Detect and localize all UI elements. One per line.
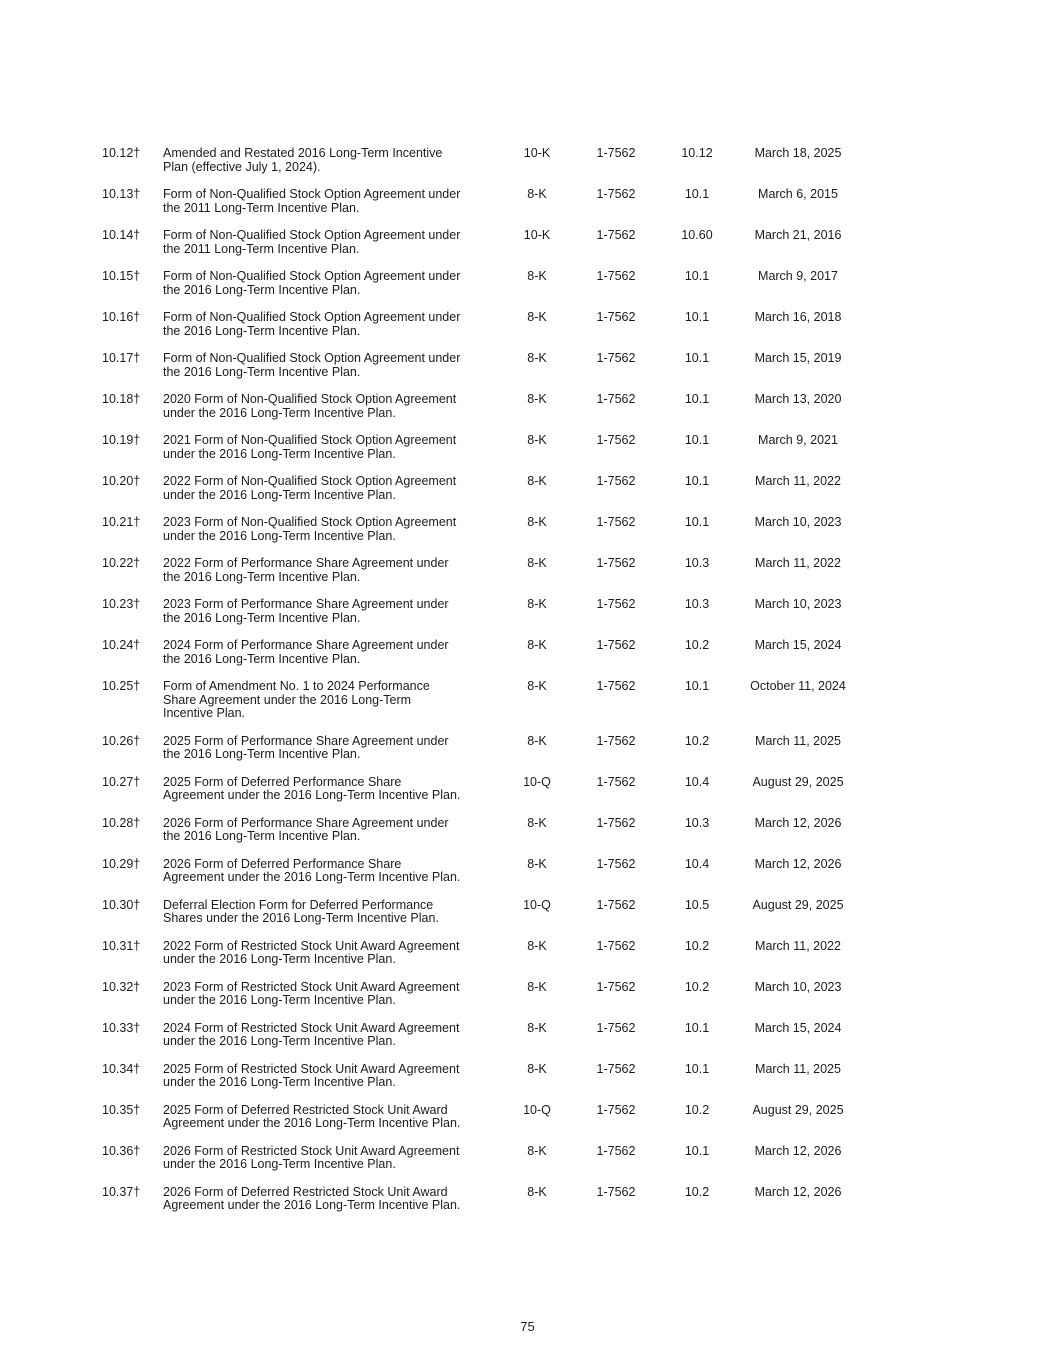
filing-date-cell: March 6, 2015 — [758, 187, 838, 201]
table-row — [102, 229, 863, 256]
exhibit-number-cell: 10.30† — [102, 897, 141, 912]
table-row — [102, 557, 863, 584]
incorporated-exhibit-cell: 10.5 — [684, 897, 710, 912]
incorporated-exhibit-cell: 10.1 — [684, 310, 710, 324]
exhibit-description-cell: Form of Non-Qualified Stock Option Agreement under the 2011 Long-Term Incentive Plan. — [163, 228, 461, 256]
table-row — [102, 598, 863, 625]
table-row — [102, 680, 863, 721]
exhibit-description-cell: Form of Amendment No. 1 to 2024 Performance Share Agreement under the 2016 Long-Term Incentive Plan. — [163, 679, 430, 720]
exhibit-description-cell: 2026 Form of Deferred Performance Share Agreement under the 2016 Long-Term Incentive Plan. — [163, 856, 461, 884]
exhibit-number-cell: 10.22† — [102, 556, 141, 570]
filing-date-cell: March 12, 2026 — [754, 856, 842, 871]
incorporated-exhibit-cell: 10.1 — [684, 474, 710, 488]
form-type-cell: 8-K — [527, 269, 547, 283]
incorporated-exhibit-cell: 10.1 — [684, 1143, 710, 1158]
table-row — [102, 899, 863, 926]
incorporated-exhibit-cell: 10.12 — [681, 146, 713, 160]
table-row — [102, 475, 863, 502]
exhibit-description-cell: 2024 Form of Restricted Stock Unit Award Agreement under the 2016 Long-Term Incentive Plan. — [163, 1020, 460, 1048]
file-number-cell: 1-7562 — [596, 433, 636, 447]
exhibit-description-cell: 2026 Form of Deferred Restricted Stock Unit Award Agreement under the 2016 Long-Term Incentive Plan. — [163, 1184, 461, 1212]
filing-date-cell: March 11, 2025 — [755, 1061, 841, 1076]
filing-date-cell: March 9, 2021 — [758, 433, 838, 447]
file-number-cell: 1-7562 — [596, 310, 636, 324]
file-number-cell: 1-7562 — [596, 556, 636, 570]
exhibit-description-cell: Deferral Election Form for Deferred Performance Shares under the 2016 Long-Term Incentive Plan. — [163, 897, 439, 925]
exhibit-number-cell: 10.23† — [102, 597, 141, 611]
exhibit-number-cell: 10.17† — [102, 351, 141, 365]
table-row — [102, 393, 863, 420]
exhibit-description-cell: 2024 Form of Performance Share Agreement under the 2016 Long-Term Incentive Plan. — [163, 638, 449, 666]
form-type-cell: 8-K — [527, 433, 547, 447]
form-type-cell: 8-K — [527, 1020, 547, 1035]
exhibit-description-cell: Amended and Restated 2016 Long-Term Incentive Plan (effective July 1, 2024). — [163, 146, 443, 174]
exhibit-description-cell: 2025 Form of Restricted Stock Unit Award Agreement under the 2016 Long-Term Incentive Plan. — [163, 1061, 460, 1089]
exhibit-number-cell: 10.15† — [102, 269, 141, 283]
form-type-cell: 8-K — [527, 310, 547, 324]
form-type-cell: 8-K — [527, 979, 547, 994]
filing-date-cell: March 12, 2026 — [754, 815, 842, 830]
filing-date-cell: October 11, 2024 — [750, 679, 846, 693]
exhibit-number-cell: 10.12† — [102, 146, 141, 160]
file-number-cell: 1-7562 — [596, 679, 636, 693]
exhibit-number-cell: 10.25† — [102, 679, 141, 693]
exhibit-number-cell: 10.13† — [102, 187, 141, 201]
filing-date-cell: March 13, 2020 — [754, 392, 842, 406]
exhibit-number-cell: 10.37† — [102, 1184, 141, 1199]
incorporated-exhibit-cell: 10.1 — [684, 187, 710, 201]
incorporated-exhibit-cell: 10.2 — [684, 938, 710, 953]
exhibit-description-cell: Form of Non-Qualified Stock Option Agreement under the 2011 Long-Term Incentive Plan. — [163, 187, 461, 215]
table-row — [102, 940, 863, 967]
file-number-cell: 1-7562 — [596, 774, 636, 789]
exhibit-description-cell: 2023 Form of Performance Share Agreement under the 2016 Long-Term Incentive Plan. — [163, 597, 449, 625]
table-row — [102, 147, 863, 174]
incorporated-exhibit-cell: 10.2 — [684, 733, 710, 748]
table-row — [102, 516, 863, 543]
exhibit-number-cell: 10.33† — [102, 1020, 141, 1035]
exhibit-index-table — [102, 147, 863, 1227]
filing-date-cell: March 12, 2026 — [754, 1143, 842, 1158]
file-number-cell: 1-7562 — [596, 474, 636, 488]
table-row — [102, 270, 863, 297]
incorporated-exhibit-cell: 10.3 — [684, 597, 710, 611]
exhibit-number-cell: 10.28† — [102, 815, 141, 830]
filing-date-cell: March 15, 2024 — [754, 1020, 842, 1035]
filing-date-cell: March 11, 2022 — [755, 474, 841, 488]
file-number-cell: 1-7562 — [596, 351, 636, 365]
exhibit-number-cell: 10.19† — [102, 433, 141, 447]
exhibit-number-cell: 10.36† — [102, 1143, 141, 1158]
filing-date-cell: March 11, 2022 — [755, 938, 841, 953]
form-type-cell: 8-K — [527, 938, 547, 953]
exhibit-description-cell: 2021 Form of Non-Qualified Stock Option Agreement under the 2016 Long-Term Incentive Plan. — [163, 433, 457, 461]
incorporated-exhibit-cell: 10.3 — [684, 556, 710, 570]
incorporated-exhibit-cell: 10.2 — [684, 638, 710, 652]
filing-date-cell: August 29, 2025 — [752, 774, 844, 789]
table-row — [102, 188, 863, 215]
form-type-cell: 8-K — [527, 351, 547, 365]
table-row — [102, 1186, 863, 1213]
table-row — [102, 981, 863, 1008]
exhibit-number-cell: 10.14† — [102, 228, 141, 242]
file-number-cell: 1-7562 — [596, 187, 636, 201]
exhibit-description-cell: 2025 Form of Deferred Performance Share Agreement under the 2016 Long-Term Incentive Plan. — [163, 774, 461, 802]
incorporated-exhibit-cell: 10.4 — [684, 856, 710, 871]
form-type-cell: 8-K — [527, 515, 547, 529]
form-type-cell: 8-K — [527, 1061, 547, 1076]
exhibit-description-cell: 2022 Form of Non-Qualified Stock Option Agreement under the 2016 Long-Term Incentive Plan. — [163, 474, 457, 502]
table-row — [102, 639, 863, 666]
form-type-cell: 8-K — [527, 1184, 547, 1199]
file-number-cell: 1-7562 — [596, 1143, 636, 1158]
filing-date-cell: March 10, 2023 — [754, 515, 842, 529]
file-number-cell: 1-7562 — [596, 938, 636, 953]
exhibit-description-cell: 2022 Form of Restricted Stock Unit Award Agreement under the 2016 Long-Term Incentive Plan. — [163, 938, 460, 966]
file-number-cell: 1-7562 — [596, 228, 636, 242]
form-type-cell: 8-K — [527, 556, 547, 570]
page-number: 75 — [520, 1319, 535, 1334]
incorporated-exhibit-cell: 10.2 — [684, 979, 710, 994]
file-number-cell: 1-7562 — [596, 897, 636, 912]
incorporated-exhibit-cell: 10.4 — [684, 774, 710, 789]
form-type-cell: 8-K — [527, 597, 547, 611]
incorporated-exhibit-cell: 10.60 — [681, 228, 713, 242]
exhibit-number-cell: 10.29† — [102, 856, 141, 871]
form-type-cell: 10-Q — [523, 897, 551, 912]
filing-date-cell: March 15, 2019 — [754, 351, 842, 365]
filing-date-cell: August 29, 2025 — [752, 1102, 844, 1117]
exhibit-description-cell: 2025 Form of Performance Share Agreement under the 2016 Long-Term Incentive Plan. — [163, 733, 449, 761]
file-number-cell: 1-7562 — [596, 1102, 636, 1117]
form-type-cell: 10-K — [523, 146, 551, 160]
table-row — [102, 817, 863, 844]
file-number-cell: 1-7562 — [596, 392, 636, 406]
exhibit-description-cell: 2026 Form of Restricted Stock Unit Award Agreement under the 2016 Long-Term Incentive Plan. — [163, 1143, 460, 1171]
file-number-cell: 1-7562 — [596, 856, 636, 871]
incorporated-exhibit-cell: 10.1 — [684, 351, 710, 365]
incorporated-exhibit-cell: 10.2 — [684, 1184, 710, 1199]
file-number-cell: 1-7562 — [596, 979, 636, 994]
form-type-cell: 10-Q — [523, 1102, 551, 1117]
table-row — [102, 776, 863, 803]
filing-date-cell: March 21, 2016 — [754, 228, 842, 242]
file-number-cell: 1-7562 — [596, 1184, 636, 1199]
incorporated-exhibit-cell: 10.1 — [684, 269, 710, 283]
exhibit-number-cell: 10.20† — [102, 474, 141, 488]
file-number-cell: 1-7562 — [596, 815, 636, 830]
incorporated-exhibit-cell: 10.2 — [684, 1102, 710, 1117]
filing-date-cell: August 29, 2025 — [752, 897, 844, 912]
exhibit-description-cell: Form of Non-Qualified Stock Option Agreement under the 2016 Long-Term Incentive Plan. — [163, 269, 461, 297]
filing-date-cell: March 10, 2023 — [754, 597, 842, 611]
file-number-cell: 1-7562 — [596, 733, 636, 748]
incorporated-exhibit-cell: 10.3 — [684, 815, 710, 830]
exhibit-number-cell: 10.26† — [102, 733, 141, 748]
exhibit-description-cell: 2026 Form of Performance Share Agreement under the 2016 Long-Term Incentive Plan. — [163, 815, 449, 843]
exhibit-number-cell: 10.24† — [102, 638, 141, 652]
filing-date-cell: March 12, 2026 — [754, 1184, 842, 1199]
exhibit-number-cell: 10.34† — [102, 1061, 141, 1076]
incorporated-exhibit-cell: 10.1 — [684, 433, 710, 447]
form-type-cell: 8-K — [527, 474, 547, 488]
form-type-cell: 8-K — [527, 815, 547, 830]
table-row — [102, 434, 863, 461]
exhibit-description-cell: 2022 Form of Performance Share Agreement under the 2016 Long-Term Incentive Plan. — [163, 556, 449, 584]
exhibit-description-cell: Form of Non-Qualified Stock Option Agreement under the 2016 Long-Term Incentive Plan. — [163, 351, 461, 379]
form-type-cell: 8-K — [527, 679, 547, 693]
filing-date-cell: March 11, 2022 — [755, 556, 841, 570]
exhibit-number-cell: 10.32† — [102, 979, 141, 994]
exhibit-number-cell: 10.18† — [102, 392, 141, 406]
form-type-cell: 8-K — [527, 187, 547, 201]
exhibit-number-cell: 10.27† — [102, 774, 141, 789]
exhibit-number-cell: 10.35† — [102, 1102, 141, 1117]
filing-date-cell: March 11, 2025 — [755, 733, 841, 748]
form-type-cell: 8-K — [527, 1143, 547, 1158]
filing-date-cell: March 10, 2023 — [754, 979, 842, 994]
file-number-cell: 1-7562 — [596, 1020, 636, 1035]
exhibit-description-cell: 2023 Form of Non-Qualified Stock Option Agreement under the 2016 Long-Term Incentive Plan. — [163, 515, 457, 543]
exhibit-description-cell: 2023 Form of Restricted Stock Unit Award Agreement under the 2016 Long-Term Incentive Plan. — [163, 979, 460, 1007]
file-number-cell: 1-7562 — [596, 638, 636, 652]
table-row — [102, 735, 863, 762]
exhibit-description-cell: 2020 Form of Non-Qualified Stock Option Agreement under the 2016 Long-Term Incentive Plan. — [163, 392, 457, 420]
exhibit-description-cell: 2025 Form of Deferred Restricted Stock Unit Award Agreement under the 2016 Long-Term Incentive Plan. — [163, 1102, 461, 1130]
file-number-cell: 1-7562 — [596, 146, 636, 160]
incorporated-exhibit-cell: 10.1 — [684, 392, 710, 406]
table-row — [102, 311, 863, 338]
incorporated-exhibit-cell: 10.1 — [684, 1020, 710, 1035]
form-type-cell: 8-K — [527, 733, 547, 748]
table-row — [102, 1063, 863, 1090]
form-type-cell: 8-K — [527, 392, 547, 406]
file-number-cell: 1-7562 — [596, 597, 636, 611]
file-number-cell: 1-7562 — [596, 515, 636, 529]
incorporated-exhibit-cell: 10.1 — [684, 1061, 710, 1076]
form-type-cell: 10-K — [523, 228, 551, 242]
exhibit-description-cell: Form of Non-Qualified Stock Option Agreement under the 2016 Long-Term Incentive Plan. — [163, 310, 461, 338]
table-row — [102, 352, 863, 379]
exhibit-number-cell: 10.31† — [102, 938, 141, 953]
form-type-cell: 8-K — [527, 856, 547, 871]
table-row — [102, 1022, 863, 1049]
table-row — [102, 858, 863, 885]
filing-date-cell: March 18, 2025 — [754, 146, 842, 160]
incorporated-exhibit-cell: 10.1 — [684, 515, 710, 529]
exhibit-number-cell: 10.16† — [102, 310, 141, 324]
file-number-cell: 1-7562 — [596, 1061, 636, 1076]
incorporated-exhibit-cell: 10.1 — [684, 679, 710, 693]
form-type-cell: 8-K — [527, 638, 547, 652]
filing-date-cell: March 9, 2017 — [758, 269, 838, 283]
filing-date-cell: March 15, 2024 — [754, 638, 842, 652]
filing-date-cell: March 16, 2018 — [754, 310, 842, 324]
table-row — [102, 1104, 863, 1131]
table-row — [102, 1145, 863, 1172]
form-type-cell: 10-Q — [523, 774, 551, 789]
file-number-cell: 1-7562 — [596, 269, 636, 283]
exhibit-number-cell: 10.21† — [102, 515, 141, 529]
